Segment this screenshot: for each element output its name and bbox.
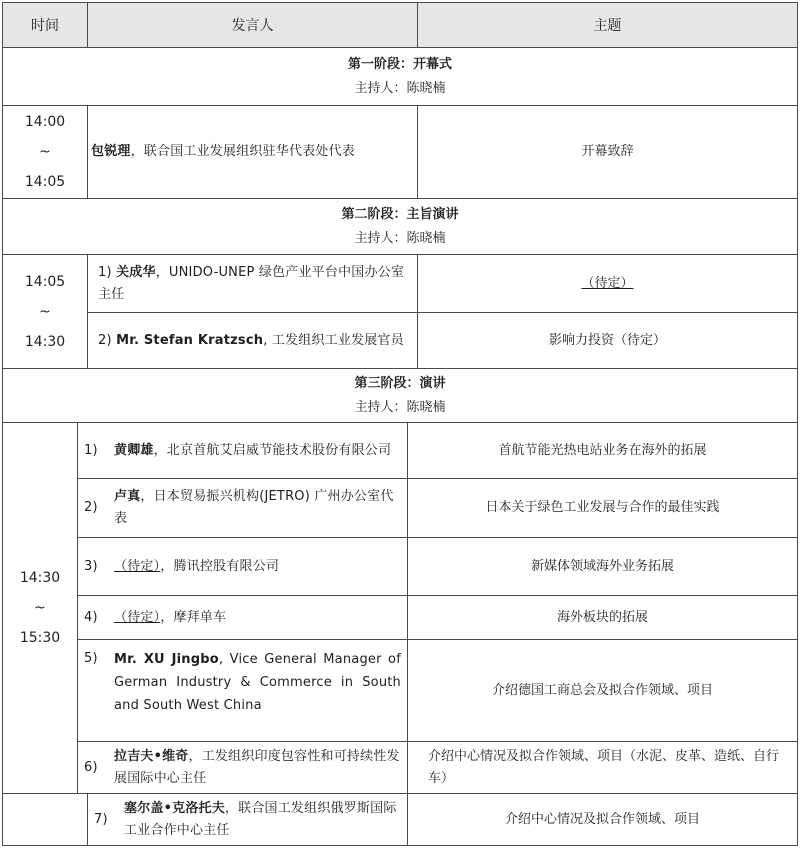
row-num: 5) (84, 651, 98, 666)
speaker-desc: ，摩拜单车 (160, 609, 227, 625)
row-num: 3) (84, 558, 98, 574)
time-start: 14:30 (19, 570, 61, 586)
speaker-desc: ，联合国工发组织俄罗斯国际工业合作中心主任 (124, 800, 397, 838)
stage-3-topic-3: 新媒体领域海外业务拓展 (407, 537, 798, 596)
time-end: 14:05 (24, 174, 66, 190)
stage-1-title: 第一阶段：开幕式 (347, 56, 452, 72)
stage-3-speaker-3 (77, 537, 408, 596)
stage-2-speaker-1 (87, 254, 418, 313)
stage-2-time (2, 254, 88, 369)
row-num: 4) (84, 609, 98, 625)
stage-3-time-cont (2, 793, 88, 846)
speaker-desc: ，日本贸易振兴机构(JETRO) 广州办公室代表 (114, 489, 394, 526)
speaker-name: 包锐理 (91, 144, 131, 159)
speaker-desc: , Vice General Manager of German Industry & Commerce in South and South West China (114, 652, 401, 713)
row-num: 1) (98, 264, 112, 280)
time-sep: ~ (34, 600, 46, 616)
speaker-name: （待定） (114, 558, 161, 574)
stage-1-time (2, 105, 88, 199)
header-speaker: 发言人 (87, 2, 418, 48)
stage-2-topic-1 (417, 254, 798, 313)
stage-3-speaker-7 (87, 793, 408, 846)
time-end: 14:30 (24, 333, 66, 350)
stage-3-heading (2, 368, 798, 423)
stage-3-title: 第三阶段：演讲 (354, 375, 446, 391)
stage-2-heading (2, 198, 798, 255)
header-topic: 主题 (417, 2, 798, 48)
time-start: 14:05 (24, 273, 66, 290)
speaker-name: 拉吉夫•维奇 (114, 748, 189, 764)
stage-1-heading (2, 47, 798, 106)
row-num: 2) (84, 500, 98, 515)
speaker-name: 卢真 (114, 489, 141, 504)
time-sep: ~ (39, 303, 51, 320)
time-sep: ~ (39, 144, 51, 160)
speaker-name: 关成华 (116, 264, 156, 280)
stage-3-topic-6: 介绍中心情况及拟合作领域、项目（水泥、皮革、造纸、自行车） (407, 741, 798, 794)
stage-2-host: 主持人：陈晓楠 (354, 230, 446, 246)
stage-3-speaker-2 (77, 478, 408, 538)
speaker-desc: ，腾讯控股有限公司 (160, 558, 280, 574)
speaker-name: Mr. Stefan Kratzsch (116, 332, 264, 348)
row-num: 6) (84, 759, 98, 775)
time-end: 15:30 (19, 630, 61, 646)
stage-1-topic: 开幕致辞 (417, 105, 798, 199)
speaker-desc: , 工发组织工业发展官员 (263, 332, 404, 348)
row-num: 2) (98, 332, 112, 348)
stage-3-topic-2: 日本关于绿色工业发展与合作的最佳实践 (407, 478, 798, 538)
speaker-desc: ，联合国工业发展组织驻华代表处代表 (130, 144, 356, 159)
speaker-name: Mr. XU Jingbo (114, 652, 219, 667)
speaker-desc: ，工发组织印度包容性和可持续性发展国际中心主任 (114, 748, 400, 786)
speaker-name: （待定） (114, 609, 161, 625)
stage-3-speaker-6 (77, 741, 408, 794)
row-num: 1) (84, 442, 98, 458)
speaker-desc: ，UNIDO-UNEP 绿色产业平台中国办公室主任 (98, 264, 405, 302)
stage-3-speaker-4 (77, 595, 408, 640)
topic-text: （待定） (581, 275, 634, 291)
header-time: 时间 (2, 2, 88, 48)
stage-3-topic-4: 海外板块的拓展 (407, 595, 798, 640)
time-start: 14:00 (24, 114, 66, 130)
stage-3-time (2, 422, 78, 794)
speaker-name: 黄卿雄 (114, 442, 154, 458)
row-num: 7) (94, 811, 108, 827)
speaker-desc: ，北京首航艾启威节能技术股份有限公司 (153, 442, 392, 458)
stage-3-host: 主持人：陈晓楠 (354, 399, 446, 415)
stage-1-host: 主持人：陈晓楠 (354, 80, 446, 96)
stage-2-speaker-2 (87, 312, 418, 369)
stage-2-title: 第二阶段：主旨演讲 (341, 206, 459, 222)
stage-3-speaker-1 (77, 422, 408, 479)
stage-3-speaker-5 (77, 639, 408, 742)
stage-3-topic-1: 首航节能光热电站业务在海外的拓展 (407, 422, 798, 479)
stage-3-topic-5: 介绍德国工商总会及拟合作领域、项目 (407, 639, 798, 742)
stage-3-topic-7: 介绍中心情况及拟合作领域、项目 (407, 793, 798, 846)
stage-1-speaker (87, 105, 418, 199)
stage-2-topic-2: 影响力投资（待定） (417, 312, 798, 369)
speaker-name: 塞尔盖•克洛托夫 (124, 800, 225, 816)
